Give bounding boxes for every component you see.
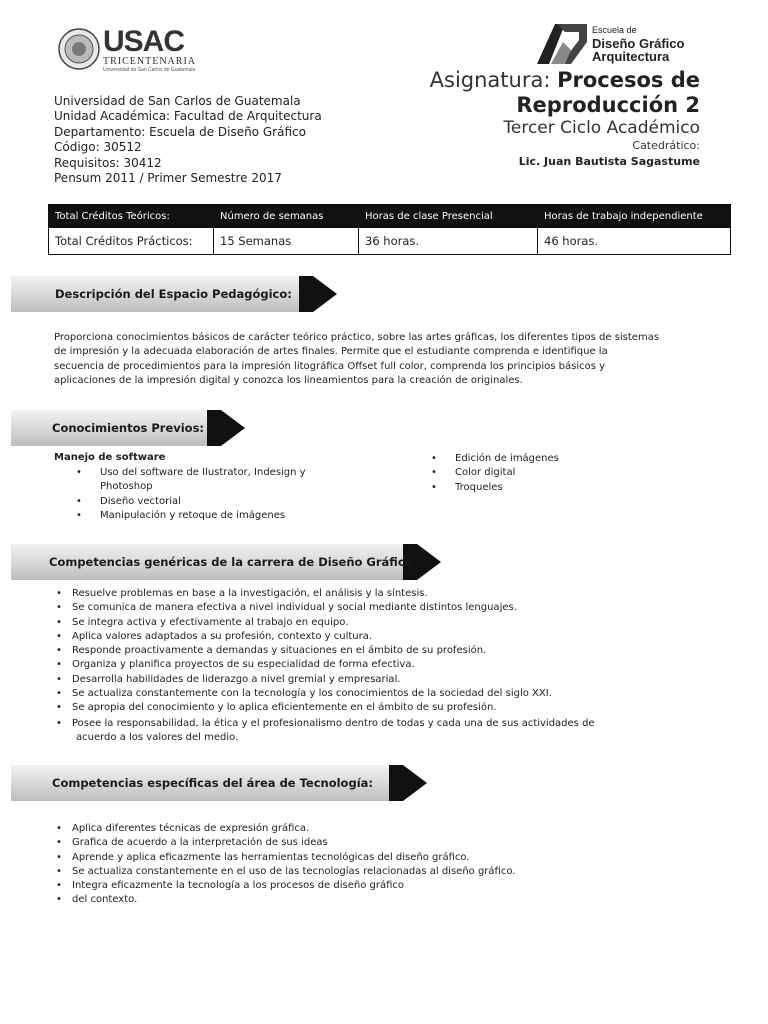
section-title: Descripción del Espacio Pedagógico:	[55, 287, 292, 301]
usac-logo-small: Universidad de San Carlos de Guatemala	[103, 67, 196, 73]
credits-row	[49, 228, 731, 255]
list-item: • Organiza y planifica proyectos de su especialidad de forma efectiva.	[54, 658, 734, 672]
dg-logo-line2: Diseño Gráfico	[592, 36, 685, 51]
banner-arrow-tip	[221, 410, 245, 446]
list-item: • Se integra activa y efectivamente al trabajo en equipo.	[54, 616, 734, 630]
descripcion-line: de impresión y la adecuada elaboración de artes finales. Permite que el estudiante comprenda e identifique la	[54, 346, 608, 358]
section-title: Competencias específicas del área de Tecnología:	[52, 776, 373, 790]
section-banner-genericas	[11, 544, 433, 580]
list-item: • Diseño vectorial	[54, 495, 354, 509]
banner-arrow-tip	[417, 544, 441, 580]
catedratico-label: Catedrático:	[632, 139, 700, 152]
list-item: • Grafica de acuerdo a la interpretación de sus ideas	[54, 836, 734, 850]
list-item: • Se comunica de manera efectiva a nivel individual y social mediante distintos lenguajes.	[54, 601, 734, 615]
usac-logo-sub: TRICENTENARIA	[103, 56, 196, 67]
list-item: • Se apropia del conocimiento y lo aplica eficientemente en el ámbito de su profesión.	[54, 701, 734, 715]
info-university: Universidad de San Carlos de Guatemala	[54, 94, 301, 108]
info-requirements: Requisitos: 30412	[54, 155, 162, 170]
credits-header-cell: Horas de trabajo independiente	[538, 205, 731, 228]
credits-cell: 15 Semanas	[214, 228, 359, 255]
credits-table	[48, 204, 731, 255]
credits-header-cell: Horas de clase Presencial	[359, 205, 538, 228]
last-item-line2: acuerdo a los valores del medio.	[76, 732, 239, 744]
descripcion-line: Proporciona conocimientos básicos de carácter teórico práctico, sobre las artes gráficas, los diferentes tipos de sistemas	[54, 332, 660, 343]
descripcion-line: aplicaciones de la impresión digital y conozca los lineamientos para la creación de originales.	[54, 375, 523, 387]
dg-logo-line1: Escuela de	[592, 25, 637, 35]
credits-header-row	[49, 205, 731, 228]
genericas-last-item	[56, 717, 736, 746]
list-item: • Desarrolla habilidades de liderazgo a nivel gremial y empresarial.	[54, 673, 734, 687]
course-title	[430, 68, 700, 118]
usac-seal-logo	[58, 28, 100, 70]
usac-logo-text	[103, 25, 196, 73]
course-name-line1: Procesos de	[557, 68, 700, 92]
previos-left-list	[54, 466, 354, 523]
previos-right-list	[409, 452, 669, 495]
list-item: • Aprende y aplica eficazmente las herramientas tecnológicas del diseño gráfico.	[54, 851, 734, 865]
banner-arrow-tip	[403, 765, 427, 801]
section-banner-descripcion	[11, 276, 329, 312]
list-item: • Se actualiza constantemente con la tecnología y los conocimientos de la sociedad del siglo XXI.	[54, 687, 734, 701]
last-item-line1	[56, 717, 736, 731]
info-unit: Unidad Académica: Facultad de Arquitectura	[54, 109, 322, 124]
descripcion-paragraph	[54, 331, 734, 389]
course-label: Asignatura:	[429, 68, 558, 92]
credits-cell: 36 horas.	[359, 228, 538, 255]
list-item: • Manipulación y retoque de imágenes	[54, 509, 354, 523]
banner-arrow-icon	[207, 410, 221, 446]
bullet-icon: •	[56, 718, 62, 729]
usac-logo-title: USAC	[103, 25, 185, 58]
previos-subhead: Manejo de software	[54, 452, 166, 463]
list-item: • Troqueles	[409, 481, 669, 495]
credits-header-cell: Total Créditos Teóricos:	[49, 205, 214, 228]
section-banner-previos	[11, 410, 237, 446]
banner-arrow-icon	[299, 276, 313, 312]
list-item-continuation	[54, 480, 354, 494]
descripcion-line: secuencia de procedimientos para la impresión litográfica Offset full color, comprenda los principios básicos y	[54, 360, 606, 372]
diseno-grafico-logo-text	[592, 24, 684, 63]
list-item: • Se actualiza constantemente en el uso de las tecnologías relacionadas al diseño gráfico.	[54, 865, 734, 879]
course-name-line2: Reproducción 2	[516, 93, 700, 117]
list-item: • Color digital	[409, 466, 669, 480]
banner-arrow-tip	[313, 276, 337, 312]
info-code: Código: 30512	[54, 140, 142, 155]
course-cycle: Tercer Ciclo Académico	[503, 118, 700, 138]
list-item: • Responde proactivamente a demandas y situaciones en el ámbito de su profesión.	[54, 644, 734, 658]
list-item: • Resuelve problemas en base a la investigación, el análisis y la síntesis.	[54, 587, 734, 601]
section-banner-especificas	[11, 765, 419, 801]
credits-cell: 46 horas.	[538, 228, 731, 255]
list-item: • Aplica diferentes técnicas de expresión gráfica.	[54, 822, 734, 836]
credits-header-cell: Número de semanas	[214, 205, 359, 228]
list-item: • del contexto.	[54, 893, 734, 907]
last-item-text: Posee la responsabilidad, la ética y el profesionalismo dentro de todas y cada una de sus actividades de	[72, 718, 595, 729]
info-department: Departamento: Escuela de Diseño Gráfico	[54, 124, 306, 139]
list-item: • Aplica valores adaptados a su profesión, contexto y cultura.	[54, 630, 734, 644]
list-item: • Integra eficazmente la tecnología a los procesos de diseño gráfico	[54, 879, 734, 893]
course-info	[54, 94, 322, 186]
especificas-list	[54, 822, 734, 908]
credits-cell: Total Créditos Prácticos:	[49, 228, 214, 255]
diseno-grafico-logo	[535, 22, 589, 66]
dg-logo-line3: Arquitectura	[592, 49, 670, 64]
list-item: • Edición de imágenes	[409, 452, 669, 466]
section-title: Competencias genéricas de la carrera de Diseño Gráfico	[49, 555, 413, 569]
list-item: • Uso del software de Ilustrator, Indesign y	[54, 466, 354, 480]
banner-arrow-icon	[389, 765, 403, 801]
list-item-text: Photoshop	[100, 481, 153, 493]
catedratico-name: Lic. Juan Bautista Sagastume	[518, 155, 700, 168]
section-title: Conocimientos Previos:	[52, 421, 205, 435]
info-pensum: Pensum 2011 / Primer Semestre 2017	[54, 171, 282, 186]
genericas-list	[54, 587, 734, 716]
